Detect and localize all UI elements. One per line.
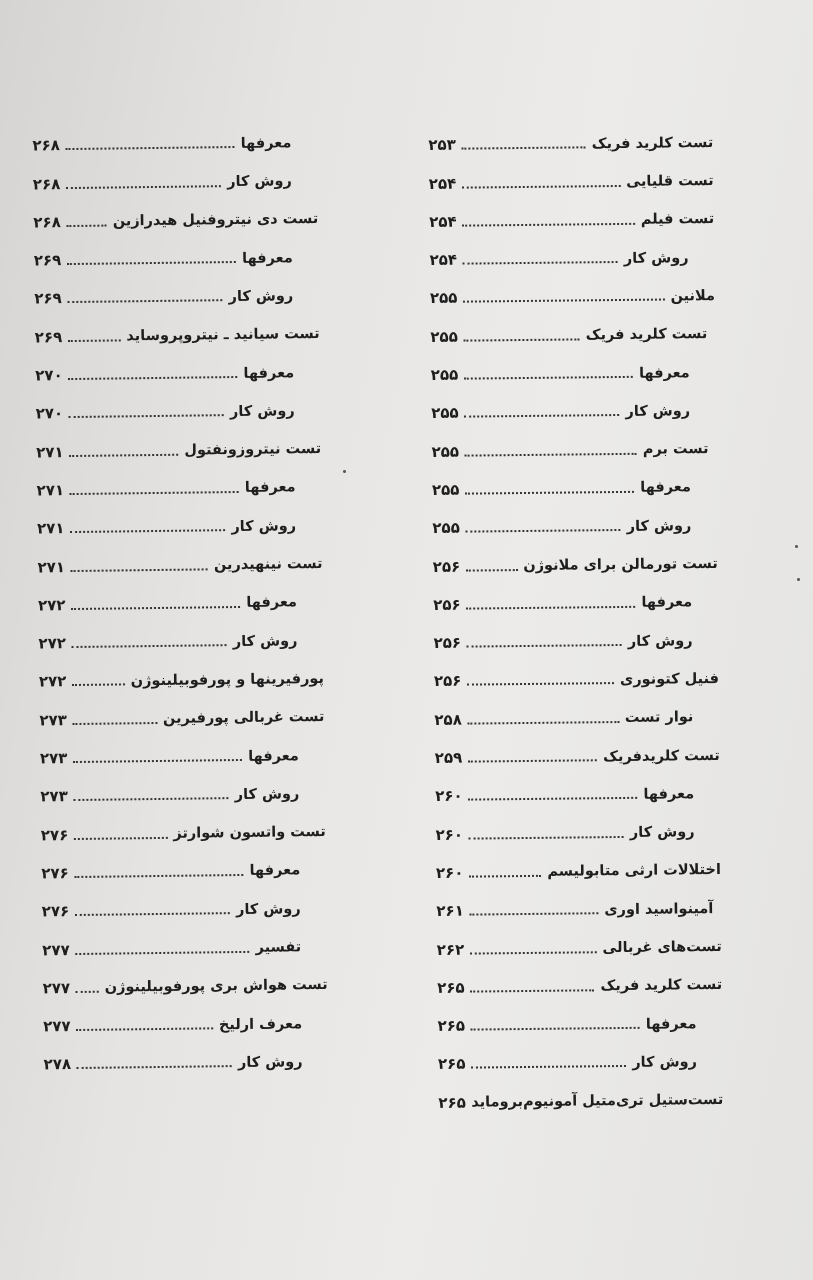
toc-entry-title: معرفها xyxy=(638,364,690,382)
dot-leader xyxy=(71,568,208,572)
toc-entry-title: روش کار xyxy=(235,900,301,918)
toc-entry xyxy=(432,533,717,574)
toc-entry-title: تست کلرید فریک xyxy=(585,326,708,344)
toc-entry-page-number: ۲۷۱ xyxy=(36,481,65,500)
toc-entry-title: معرفها xyxy=(640,479,692,497)
toc-entry xyxy=(428,112,713,153)
toc-entry xyxy=(432,457,717,498)
toc-entry xyxy=(41,878,326,920)
dot-leader xyxy=(69,415,224,419)
toc-entry-title: معرفها xyxy=(240,135,292,152)
toc-entry-page-number: ۲۷۳ xyxy=(40,787,68,806)
dot-leader xyxy=(70,453,179,456)
dot-leader xyxy=(77,1066,232,1070)
toc-entry-title: روش کار xyxy=(629,824,695,842)
toc-entry-page-number: ۲۶۵ xyxy=(437,1055,466,1074)
toc-entry-page-number: ۲۶۰ xyxy=(435,787,463,806)
toc-entry-page-number: ۲۷۳ xyxy=(39,749,68,768)
toc-entry-page-number: ۲۵۵ xyxy=(430,327,458,346)
dot-leader xyxy=(470,912,598,915)
toc-entry-title: فنیل کتونوری xyxy=(619,670,720,688)
toc-entry xyxy=(39,686,324,728)
toc-entry xyxy=(42,916,327,958)
toc-entry-page-number: ۲۵۵ xyxy=(431,480,460,499)
dot-leader xyxy=(67,261,236,265)
toc-entry-title: روش کار xyxy=(228,288,294,306)
dot-leader xyxy=(68,300,223,304)
dot-leader xyxy=(75,912,230,916)
toc-entry-title: تست نیتروزونفتول xyxy=(184,441,322,459)
toc-entry-page-number: ۲۵۵ xyxy=(432,518,460,538)
toc-entry-title: تست هواش بری پورفوبیلینوژن xyxy=(104,977,328,996)
toc-entry-title: روش کار xyxy=(231,518,297,535)
toc-entry-title: تست قلیایی xyxy=(626,173,714,191)
toc-entry-title: تست سیانید ـ نیتروپروساید xyxy=(126,326,320,345)
toc-column-left xyxy=(32,112,329,1073)
toc-entry-page-number: ۲۵۵ xyxy=(429,289,458,308)
toc-entry-page-number: ۲۶۹ xyxy=(34,289,62,308)
dot-leader xyxy=(463,223,635,227)
dot-leader xyxy=(66,146,235,150)
toc-entry-title: تست نینهیدرین xyxy=(213,556,323,574)
toc-entry-title: معرفها xyxy=(246,594,298,612)
toc-entry xyxy=(33,189,318,231)
toc-entry-page-number: ۲۶۸ xyxy=(32,136,60,155)
toc-entry-title: تفسیر xyxy=(255,939,302,956)
toc-entry xyxy=(42,954,327,996)
toc-entry xyxy=(435,763,720,804)
toc-entry-title: معرفها xyxy=(645,1015,697,1033)
dot-leader xyxy=(463,261,618,265)
toc-entry-page-number: ۲۶۵ xyxy=(438,1093,466,1112)
toc-entry xyxy=(33,227,318,269)
toc-entry-title: اختلالات ارثی متابولیسم xyxy=(547,862,722,881)
toc-entry-page-number: ۲۶۰ xyxy=(435,825,464,844)
toc-entry-title: تست کلرید فریک xyxy=(591,134,714,153)
toc-entry-page-number: ۲۵۶ xyxy=(433,672,462,691)
dot-leader xyxy=(469,797,638,801)
dot-leader xyxy=(73,759,242,763)
toc-entry-title: روش کار xyxy=(237,1054,303,1071)
toc-entry xyxy=(431,418,716,459)
toc-entry xyxy=(37,533,322,575)
toc-entry-title: آمینواسید اوری xyxy=(604,900,714,918)
toc-entry-title: تست تورمالن برای ملانوژن xyxy=(523,556,718,575)
dot-leader xyxy=(72,606,241,610)
toc-entry xyxy=(429,189,714,230)
toc-entry-page-number: ۲۶۹ xyxy=(34,327,63,347)
toc-entry-page-number: ۲۵۸ xyxy=(434,710,462,729)
toc-entry-page-number: ۲۵۴ xyxy=(428,174,457,193)
dot-leader xyxy=(68,339,120,342)
dot-leader xyxy=(462,185,620,189)
toc-entry-page-number: ۲۶۸ xyxy=(32,174,61,194)
toc-entry xyxy=(430,342,715,383)
toc-entry-title: روش کار xyxy=(229,403,295,420)
dot-leader xyxy=(463,299,664,303)
toc-entry-title: معرف ارلیخ xyxy=(218,1015,303,1033)
dot-leader xyxy=(465,414,620,418)
toc-entry-page-number: ۲۶۸ xyxy=(33,213,61,232)
toc-entry-title: روش کار xyxy=(227,173,292,191)
toc-entry xyxy=(435,801,720,842)
toc-entry xyxy=(40,763,325,805)
toc-entry-page-number: ۲۷۳ xyxy=(39,710,67,730)
toc-entry-page-number: ۲۵۶ xyxy=(433,595,461,614)
toc-entry xyxy=(430,303,715,344)
toc-entry-page-number: ۲۶۵ xyxy=(437,978,465,997)
toc-entry-page-number: ۲۷۶ xyxy=(40,825,69,845)
toc-entry xyxy=(38,610,323,652)
toc-entry xyxy=(438,1069,723,1110)
toc-entry-title: معرفها xyxy=(643,786,695,803)
dot-leader xyxy=(471,1027,640,1031)
dot-leader xyxy=(471,989,595,992)
dot-leader xyxy=(468,759,597,762)
toc-entry-page-number: ۲۵۴ xyxy=(429,212,457,231)
toc-entry-page-number: ۲۷۷ xyxy=(42,940,70,959)
ink-speck xyxy=(343,470,346,473)
dot-leader xyxy=(464,338,580,341)
toc-entry xyxy=(437,993,722,1034)
dot-leader xyxy=(72,644,227,648)
dot-leader xyxy=(66,185,221,189)
dot-leader xyxy=(467,644,622,648)
toc-entry-title: تست کلرید فریک xyxy=(600,977,723,995)
toc-entry-title: روش کار xyxy=(627,632,693,650)
toc-entry-page-number: ۲۷۸ xyxy=(43,1055,72,1074)
toc-entry-page-number: ۲۷۱ xyxy=(36,442,64,462)
toc-entry xyxy=(432,495,717,536)
toc-entry-title: تست غربالی پورفیرین xyxy=(162,709,325,728)
toc-entry xyxy=(433,610,718,651)
toc-entry xyxy=(43,1031,328,1073)
toc-entry-title: معرفها xyxy=(241,249,293,267)
toc-entry-page-number: ۲۵۳ xyxy=(428,135,456,155)
toc-entry-title: ملانین xyxy=(670,287,716,305)
dot-leader xyxy=(471,1065,626,1069)
toc-entry xyxy=(35,380,320,422)
toc-entry-title: تست دی نیتروفنیل هیدرازین xyxy=(112,211,319,230)
dot-leader xyxy=(465,491,634,495)
dot-leader xyxy=(67,224,107,226)
dot-leader xyxy=(70,491,239,495)
toc-entry xyxy=(36,457,321,499)
toc-entry xyxy=(36,418,321,460)
toc-entry-page-number: ۲۷۰ xyxy=(35,404,64,423)
toc-entry-title: روش کار xyxy=(632,1054,698,1071)
toc-entry-page-number: ۲۷۲ xyxy=(37,595,66,615)
dot-leader xyxy=(72,684,124,687)
toc-entry xyxy=(431,380,716,421)
dot-leader xyxy=(469,875,541,878)
toc-entry-page-number: ۲۵۴ xyxy=(429,250,458,270)
toc-entry xyxy=(41,840,326,882)
toc-entry-title: تست واتسون شوارتز xyxy=(173,824,326,842)
toc-entry-page-number: ۲۷۱ xyxy=(36,519,65,538)
toc-entry-title: روش کار xyxy=(232,632,298,650)
toc-entry-title: تست‌های غربالی xyxy=(602,938,722,957)
toc-entry-page-number: ۲۶۲ xyxy=(436,940,465,959)
dot-leader xyxy=(470,951,596,954)
toc-entry-title: معرفها xyxy=(244,479,296,497)
toc-entry-page-number: ۲۷۶ xyxy=(41,902,70,921)
toc-entry-title: معرفها xyxy=(243,364,295,382)
dot-leader xyxy=(74,837,167,840)
dot-leader xyxy=(466,569,517,572)
dot-leader xyxy=(76,991,99,993)
dot-leader xyxy=(74,797,229,801)
dot-leader xyxy=(467,606,636,610)
toc-entry-page-number: ۲۷۱ xyxy=(37,557,66,577)
dot-leader xyxy=(466,529,621,533)
toc-entry-title: روش کار xyxy=(626,518,692,535)
toc-entry-page-number: ۲۷۲ xyxy=(38,672,67,691)
toc-entry-page-number: ۲۷۶ xyxy=(41,864,69,883)
toc-entry xyxy=(433,572,718,613)
toc-entry xyxy=(37,495,322,537)
toc-entry xyxy=(436,840,721,881)
dot-leader xyxy=(71,529,226,533)
dot-leader xyxy=(73,722,157,725)
toc-entry-title: پورفیرینها و پورفوبیلینوژن xyxy=(130,670,325,690)
toc-entry-title: تست‌ستیل تری‌متیل آمونیوم‌بروماید xyxy=(471,1092,724,1111)
toc-entry xyxy=(32,112,317,154)
toc-entry-title: معرفها xyxy=(248,747,299,765)
dot-leader xyxy=(467,683,614,687)
toc-entry xyxy=(438,1031,723,1072)
toc-entry-title: معرفها xyxy=(249,862,301,880)
toc-entry xyxy=(35,342,320,384)
toc-entry xyxy=(429,227,714,268)
toc-entry-page-number: ۲۶۱ xyxy=(436,901,464,921)
toc-entry xyxy=(34,303,319,345)
toc-entry-title: نوار تست xyxy=(624,709,694,727)
toc-entry xyxy=(436,916,721,957)
dot-leader xyxy=(75,874,244,878)
dot-leader xyxy=(464,376,633,380)
toc-entry-page-number: ۲۶۵ xyxy=(437,1016,466,1036)
dot-leader xyxy=(462,147,586,150)
toc-entry-page-number: ۲۷۷ xyxy=(42,978,71,998)
toc-entry-page-number: ۲۵۶ xyxy=(433,633,462,653)
toc-entry-title: تست کلریدفریک xyxy=(603,747,720,765)
toc-entry-title: معرفها xyxy=(641,594,693,612)
toc-entry-page-number: ۲۷۷ xyxy=(43,1017,71,1036)
toc-entry-title: روش کار xyxy=(234,786,300,803)
toc-entry xyxy=(34,265,319,307)
toc-entry-title: تست برم xyxy=(642,441,709,458)
toc-entry xyxy=(434,648,719,689)
dot-leader xyxy=(69,376,238,380)
dot-leader xyxy=(77,1027,213,1031)
toc-entry xyxy=(428,150,713,191)
toc-entry xyxy=(434,686,719,727)
dot-leader xyxy=(468,721,619,725)
toc-entry xyxy=(436,878,721,919)
toc-entry xyxy=(437,954,722,995)
toc-entry-page-number: ۲۵۹ xyxy=(434,748,463,767)
ink-speck xyxy=(797,578,800,581)
toc-entry xyxy=(40,725,325,767)
toc-entry xyxy=(434,725,719,766)
toc-entry-title: تست فیلم xyxy=(640,211,715,229)
dot-leader xyxy=(469,836,624,840)
toc-entry xyxy=(32,150,317,192)
toc-entry-title: روش کار xyxy=(625,403,691,420)
toc-entry-page-number: ۲۵۵ xyxy=(431,404,459,423)
ink-speck xyxy=(795,545,798,548)
toc-entry-page-number: ۲۵۶ xyxy=(432,557,461,576)
toc-entry-page-number: ۲۵۵ xyxy=(431,442,460,461)
toc-entry xyxy=(39,648,324,690)
toc-entry-page-number: ۲۷۲ xyxy=(38,634,67,653)
toc-entry xyxy=(40,801,325,843)
dot-leader xyxy=(76,950,250,954)
toc-entry-page-number: ۲۶۰ xyxy=(435,863,464,882)
toc-entry-page-number: ۲۵۵ xyxy=(430,365,459,385)
toc-entry-page-number: ۲۷۰ xyxy=(35,366,63,385)
toc-entry xyxy=(43,993,328,1035)
toc-entry-title: روش کار xyxy=(623,249,689,267)
dot-leader xyxy=(465,452,637,456)
toc-entry xyxy=(38,572,323,614)
toc-entry-page-number: ۲۶۹ xyxy=(33,251,62,270)
toc-column-right xyxy=(428,112,723,1111)
toc-entry xyxy=(430,265,715,306)
